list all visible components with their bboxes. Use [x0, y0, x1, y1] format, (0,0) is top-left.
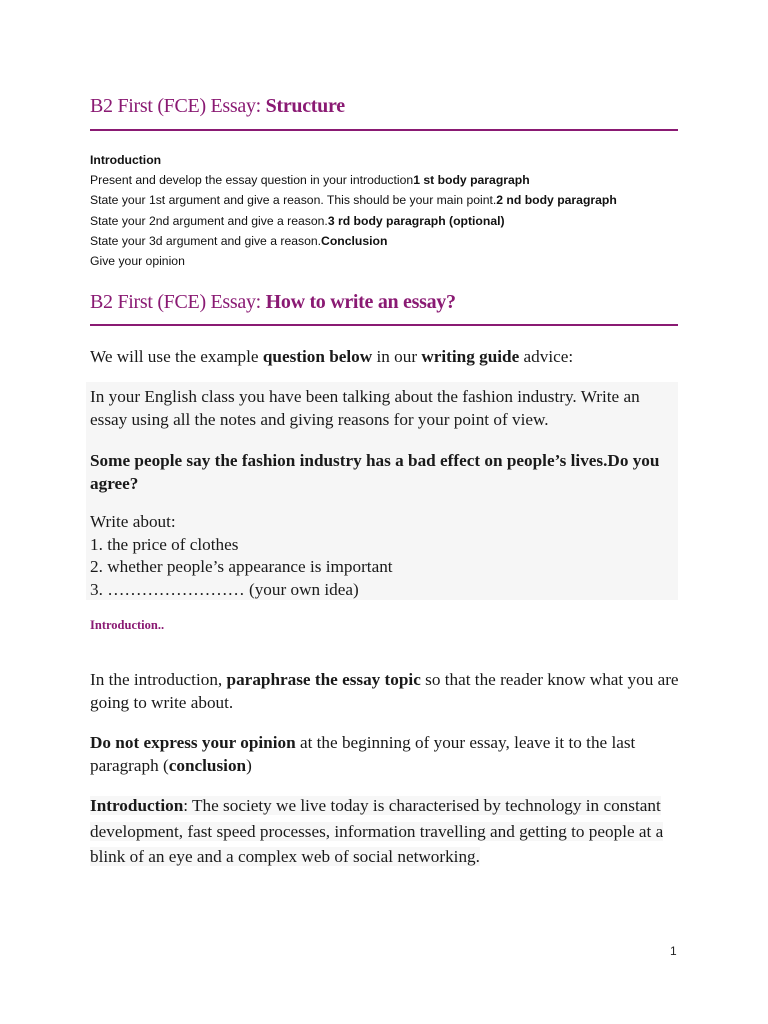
heading-prefix: B2 First (FCE) Essay: — [90, 95, 266, 117]
introduction-label: Introduction.. — [90, 618, 165, 632]
example-intro-sentence: We will use the example question below in our writing guide advice: — [90, 347, 574, 366]
structure-line: Introduction — [90, 153, 162, 167]
structure-line: Present and develop the essay question in your introduction1 st body paragraph — [90, 173, 530, 188]
heading-bold: How to write an essay? — [265, 291, 456, 313]
heading-rule — [90, 324, 678, 326]
heading-bold: Structure — [265, 95, 345, 117]
example-label: Introduction — [90, 796, 184, 815]
page-number: 1 — [670, 944, 677, 958]
example-text: : The society we live today is characterised by technology in constant development, fast speed processes, information travelling and getting to people at a blink of an eye and a complex web of social networking. — [90, 796, 664, 867]
task-question: Some people say the fashion industry has a bad effect on people’s lives.Do you agree? — [90, 451, 660, 493]
structure-line: State your 1st argument and give a reason. This should be your main point.2 nd body paragraph — [90, 193, 617, 208]
write-about-label: Write about: — [90, 512, 176, 531]
structure-list — [90, 150, 690, 271]
how-to-heading — [90, 291, 456, 314]
task-point: 2. whether people’s appearance is important — [90, 557, 393, 577]
heading-prefix: B2 First (FCE) Essay: — [90, 291, 266, 313]
structure-line: Give your opinion — [90, 254, 185, 269]
task-points — [90, 511, 680, 601]
opinion-advice: Do not express your opinion at the beginning of your essay, leave it to the last paragraph (conclusion) — [90, 733, 636, 775]
heading-rule — [90, 129, 678, 131]
structure-heading — [90, 95, 345, 118]
task-point: 1. the price of clothes — [90, 534, 239, 554]
paraphrase-advice: In the introduction, paraphrase the essay topic so that the reader know what you are going to write about. — [90, 670, 679, 712]
example-introduction — [90, 793, 680, 870]
structure-line: State your 3d argument and give a reason.Conclusion — [90, 233, 388, 248]
task-context: In your English class you have been talking about the fashion industry. Write an essay using all the notes and giving reasons for your point of view. — [90, 387, 640, 429]
task-point: 3. …………………… (your own idea) — [90, 579, 359, 599]
structure-line: State your 2nd argument and give a reason.3 rd body paragraph (optional) — [90, 213, 505, 228]
